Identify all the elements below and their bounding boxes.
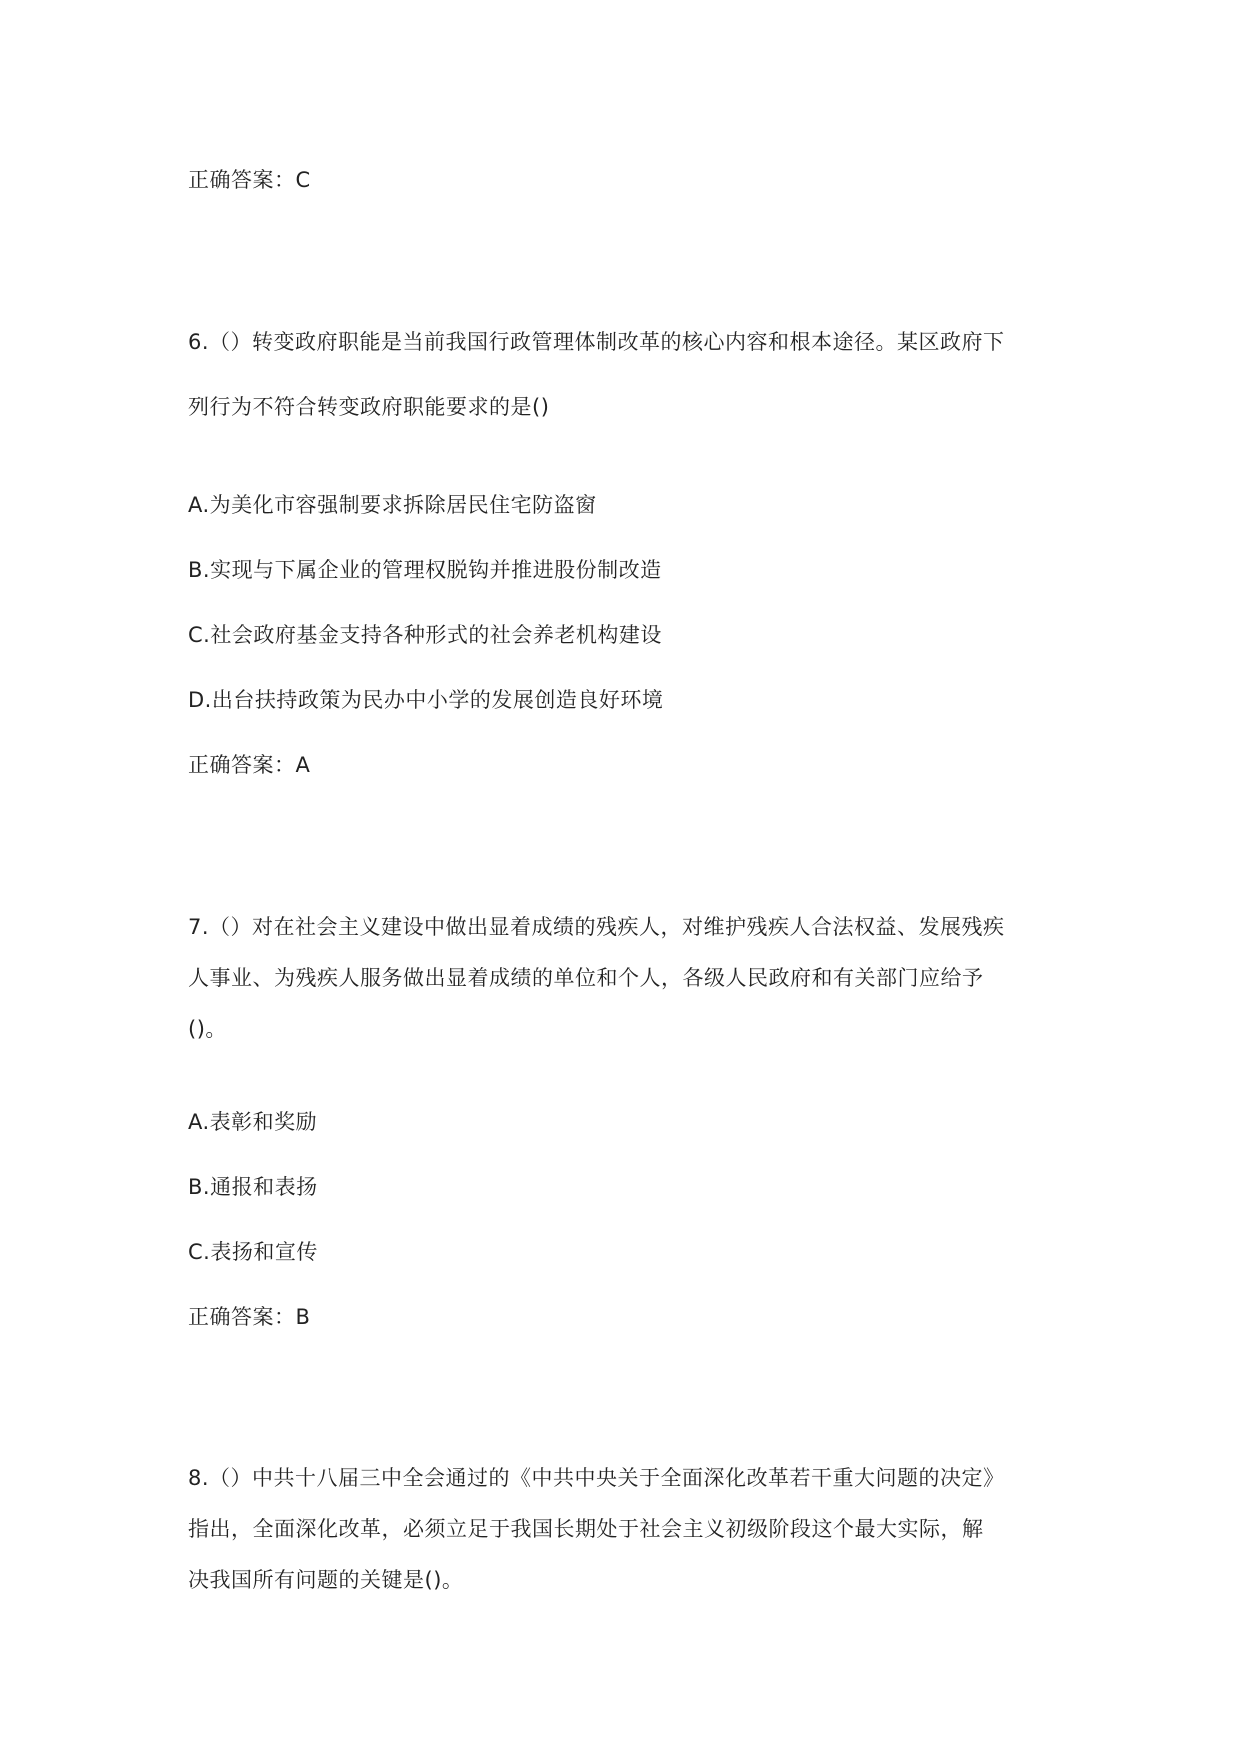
q6-option-b: B.实现与下属企业的管理权脱钩并推进股份制改造 <box>188 558 662 582</box>
q6-option-a: A.为美化市容强制要求拆除居民住宅防盗窗 <box>188 493 597 517</box>
q6-option-c: C.社会政府基金支持各种形式的社会养老机构建设 <box>188 623 662 647</box>
q7-option-a: A.表彰和奖励 <box>188 1110 318 1134</box>
q8-stem-line-3: 决我国所有问题的关键是()。 <box>188 1568 464 1592</box>
q6-stem-line-2: 列行为不符合转变政府职能要求的是() <box>188 395 550 419</box>
q5-answer: 正确答案：C <box>188 168 311 192</box>
q7-answer: 正确答案：B <box>188 1305 311 1329</box>
q7-stem-line-1: 7.（）对在社会主义建设中做出显着成绩的残疾人，对维护残疾人合法权益、发展残疾 <box>188 915 1005 939</box>
q7-stem-line-3: ()。 <box>188 1017 227 1041</box>
q6-answer: 正确答案：A <box>188 753 311 777</box>
q6-stem-line-1: 6.（）转变政府职能是当前我国行政管理体制改革的核心内容和根本途径。某区政府下 <box>188 330 1005 354</box>
q8-stem-line-1: 8.（）中共十八届三中全会通过的《中共中央关于全面深化改革若干重大问题的决定》 <box>188 1466 1005 1490</box>
q8-stem-line-2: 指出，全面深化改革，必须立足于我国长期处于社会主义初级阶段这个最大实际，解 <box>188 1517 984 1541</box>
q7-option-b: B.通报和表扬 <box>188 1175 318 1199</box>
q6-option-d: D.出台扶持政策为民办中小学的发展创造良好环境 <box>188 688 664 712</box>
q7-option-c: C.表扬和宣传 <box>188 1240 318 1264</box>
q7-stem-line-2: 人事业、为残疾人服务做出显着成绩的单位和个人，各级人民政府和有关部门应给予 <box>188 966 984 990</box>
